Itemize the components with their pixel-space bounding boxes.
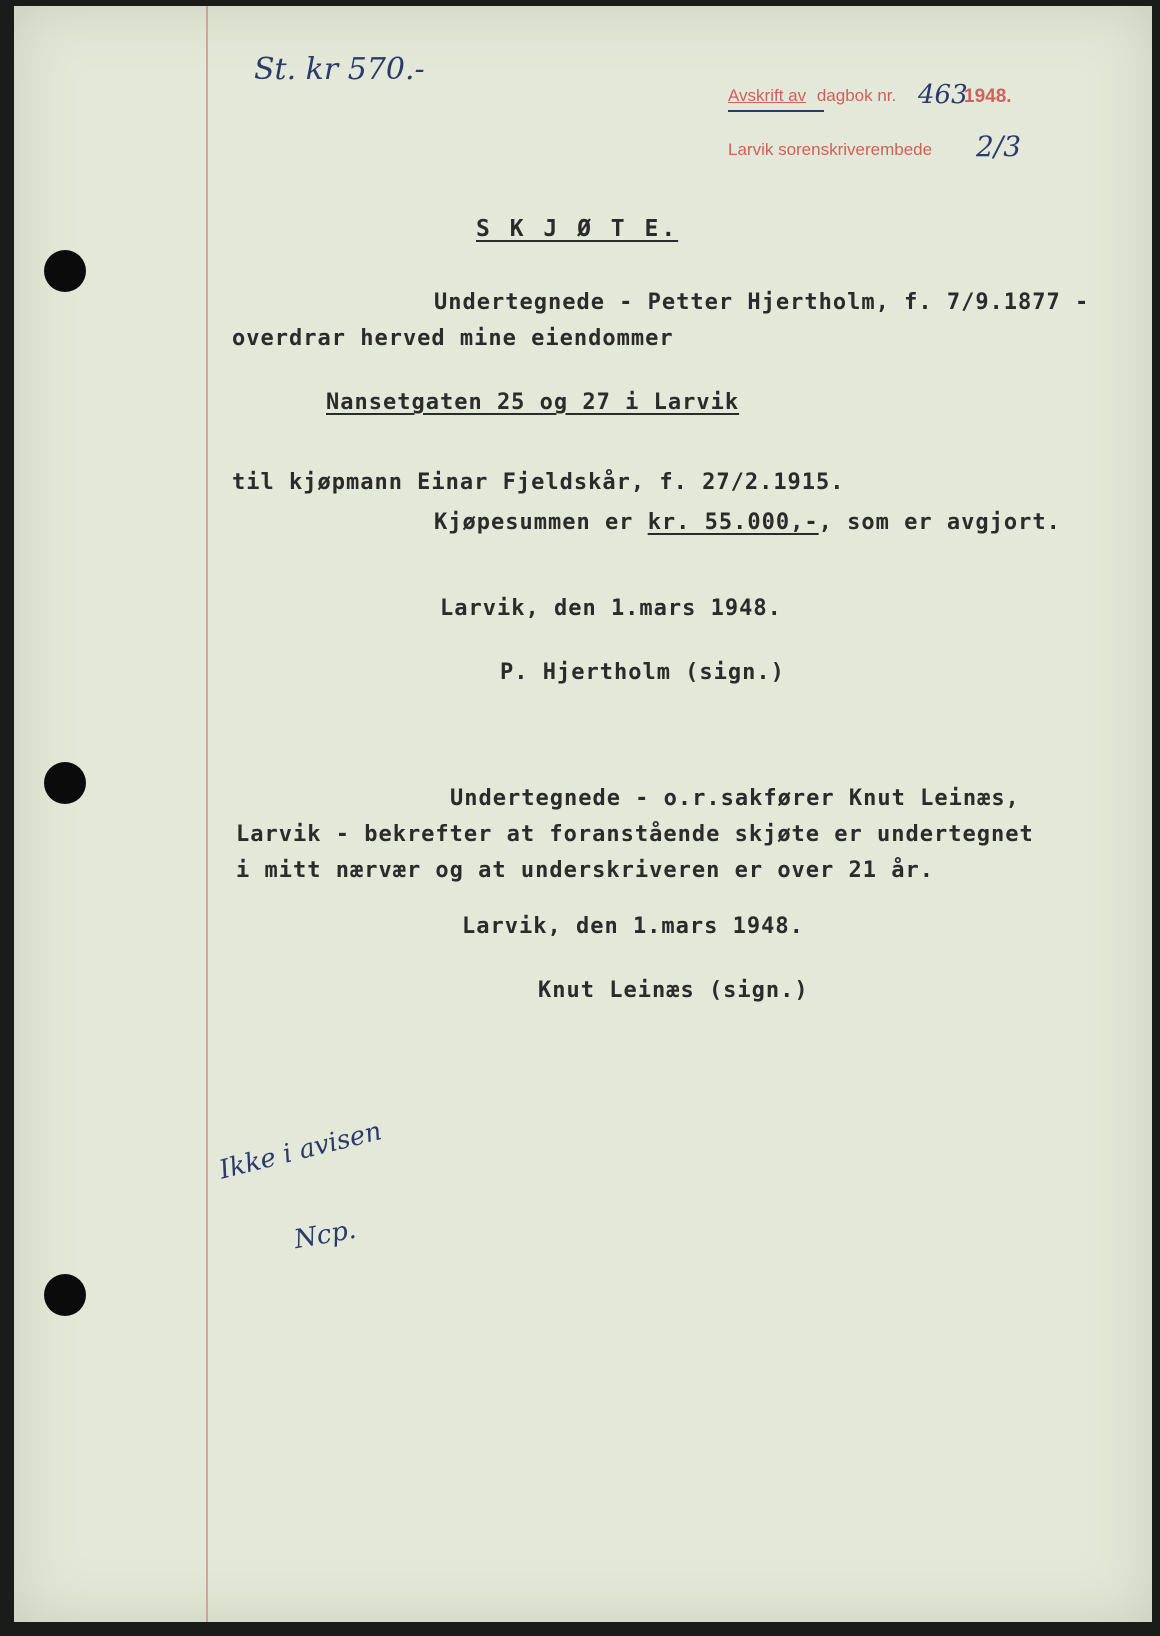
stamp-prefix: Avskrift av (728, 86, 807, 105)
annotation-line2: Ncp. (291, 1214, 359, 1256)
dagbok-number: 463 (918, 80, 968, 110)
para1-line2: overdrar herved mine eiendommer (232, 326, 674, 351)
property-label: Nansetgaten 25 og 27 i Larvik (326, 390, 740, 415)
stamp-strike-line (728, 110, 824, 112)
price-prefix: Kjøpesummen er (434, 510, 648, 535)
document-title: S K J Ø T E. (476, 216, 679, 242)
price-suffix: , som er avgjort. (818, 510, 1061, 535)
signature-1: P. Hjertholm (sign.) (500, 660, 785, 685)
para1-line1: Undertegnede - Petter Hjertholm, f. 7/9.1877 - (434, 290, 1090, 315)
price-line (434, 510, 1061, 535)
price-value: kr. 55.000,- (647, 510, 819, 535)
stamp-dagbok-label: dagbok nr. (816, 86, 897, 105)
stamp-year: 1948. (964, 86, 1012, 107)
place-date-1: Larvik, den 1.mars 1948. (440, 596, 782, 621)
buyer-line: til kjøpmann Einar Fjeldskår, f. 27/2.1915. (232, 470, 845, 495)
attest-line1: Undertegnede - o.r.sakfører Knut Leinæs, (450, 786, 1020, 811)
stamp-line1 (728, 86, 896, 106)
handwritten-date: 2/3 (976, 130, 1022, 163)
attest-line2: Larvik - bekrefter at foranstående skjøte er undertegnet (236, 822, 1034, 847)
handwritten-fee: St. kr 570.- (254, 52, 425, 87)
attest-line3: i mitt nærvær og at underskriveren er over 21 år. (236, 858, 935, 883)
stamp-line2: Larvik sorenskriverembede (728, 140, 933, 159)
punch-hole-bottom (44, 1274, 86, 1316)
punch-hole-top (44, 250, 86, 292)
place-date-2: Larvik, den 1.mars 1948. (462, 914, 804, 939)
margin-line (206, 6, 208, 1622)
document-page (14, 6, 1152, 1622)
signature-2: Knut Leinæs (sign.) (538, 978, 809, 1003)
punch-hole-middle (44, 762, 86, 804)
annotation-line1: Ikke i avisen (216, 1116, 385, 1186)
